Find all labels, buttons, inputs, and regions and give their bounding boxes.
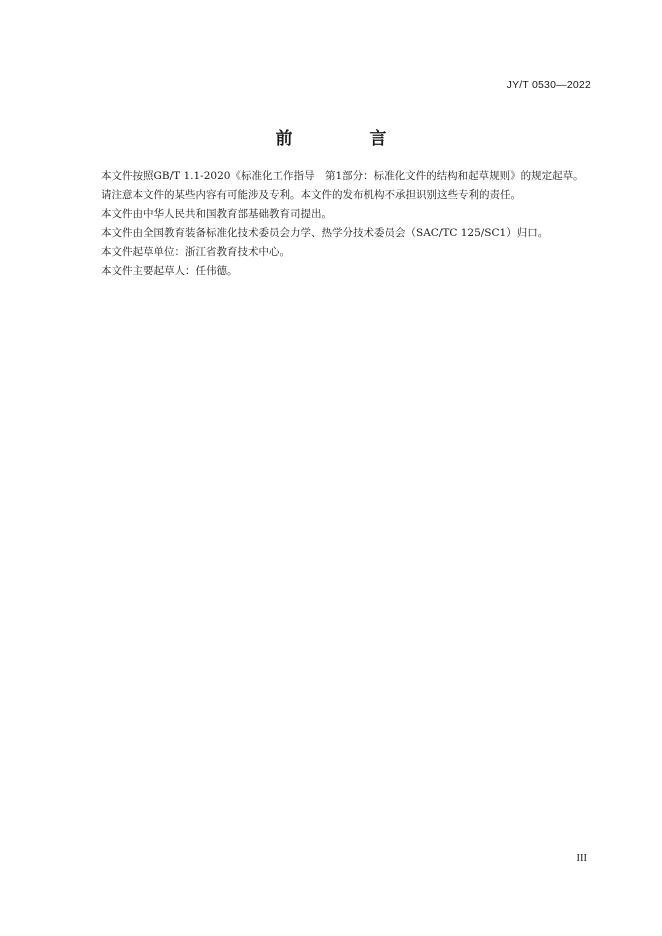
document-code: JY/T 0530—2022 (506, 79, 591, 91)
page-title: 前 言 (275, 129, 417, 149)
paragraph-drafters: 本文件主要起草人：任伟德。 (101, 265, 238, 277)
foreword-body (80, 167, 602, 281)
paragraph-patent-notice: 请注意本文件的某些内容有可能涉及专利。本文件的发布机构不承担识别这些专利的责任。 (101, 189, 521, 201)
paragraph-proposer: 本文件由中华人民共和国教育部基础教育司提出。 (101, 208, 332, 220)
paragraph-technical-committee: 本文件由全国教育装备标准化技术委员会力学、热学分技术委员会（SAC/TC 125/SC1）归口。 (101, 227, 549, 239)
paragraph-drafting-organization: 本文件起草单位：浙江省教育技术中心。 (101, 246, 290, 258)
paragraph-drafting-rules: 本文件按照GB/T 1.1-2020《标准化工作指导 第1部分：标准化文件的结构和起草规则》的规定起草。 (101, 170, 584, 182)
page-number: III (576, 853, 587, 864)
